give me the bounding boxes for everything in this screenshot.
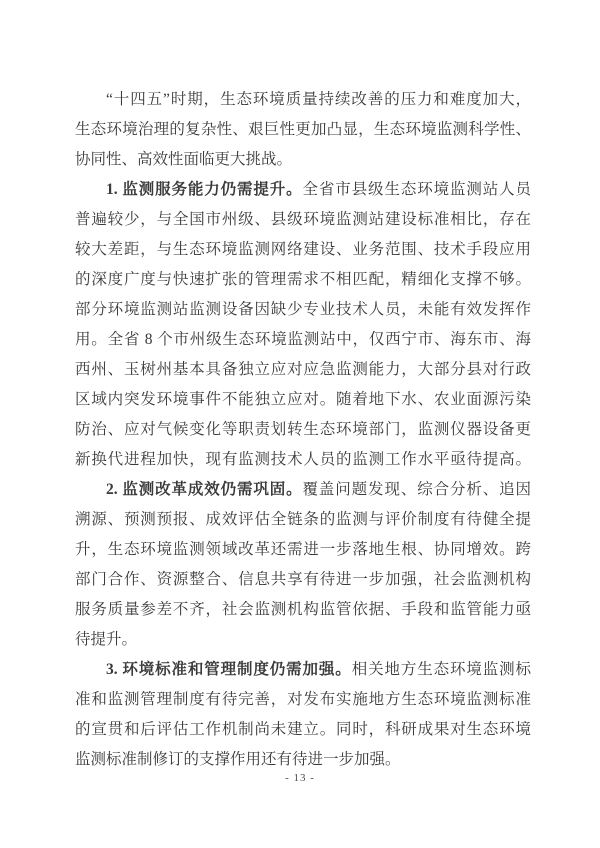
text-line [75,685,531,715]
text-run: 用。全省 8 个市州级生态环境监测站中，仅西宁市、海东市、海 [75,331,531,348]
text-line [75,625,531,655]
text-line [75,205,531,235]
text-run: 相关地方生态环境监测标 [351,661,531,678]
text-line [75,325,531,355]
text-run: 生态环境治理的复杂性、艰巨性更加凸显，生态环境监测科学性、 [75,121,531,138]
text-line [75,535,531,565]
text-run: 覆盖问题发现、综合分析、追因 [302,481,531,498]
text-run: 部分环境监测站监测设备因缺少专业技术人员，未能有效发挥作 [75,301,531,318]
text-run: 升，生态环境监测领域改革还需进一步落地生根、协同增效。跨 [75,541,531,558]
paragraph [75,85,531,175]
text-line [75,595,531,625]
text-run: 防治、应对气候变化等职责划转生态环境部门，监测仪器设备更 [75,421,531,438]
text-line [75,265,531,295]
text-line [75,505,531,535]
text-run: 协同性、高效性面临更大挑战。 [75,151,293,168]
text-run: 较大差距，与生态环境监测网络建设、业务范围、技术手段应用 [75,241,531,258]
text-line [75,175,531,205]
paragraph [75,475,531,655]
text-run: 监测标准制修订的支撑作用还有待进一步加强。 [75,751,401,768]
text-run: 部门合作、资源整合、信息共享有待进一步加强，社会监测机构 [75,571,531,588]
text-line [75,565,531,595]
text-run: 准和监测管理制度有待完善，对发布实施地方生态环境监测标准 [75,691,531,708]
text-line [75,115,531,145]
section-heading-run: 1. 监测服务能力仍需提升。 [106,181,303,198]
text-line [75,655,531,685]
text-line [75,475,531,505]
page-number: - 13 - [285,772,315,784]
text-line [75,85,531,115]
text-line [75,295,531,325]
text-run: 的宣贯和后评估工作机制尚未建立。同时，科研成果对生态环境 [75,721,531,738]
text-run: 普遍较少，与全国市州级、县级环境监测站建设标准相比，存在 [75,211,531,228]
paragraph [75,175,531,475]
text-run: “十四五”时期，生态环境质量持续改善的压力和难度加大， [106,91,531,108]
section-heading-run: 3. 环境标准和管理制度仍需加强。 [106,661,352,678]
text-run: 新换代进程加快，现有监测技术人员的监测工作水平亟待提高。 [75,451,531,468]
section-heading-run: 2. 监测改革成效仍需巩固。 [106,481,303,498]
paragraph [75,655,531,775]
text-line [75,715,531,745]
text-line [75,145,531,175]
text-block [75,85,531,775]
text-line [75,415,531,445]
text-line [75,235,531,265]
text-line [75,355,531,385]
text-run: 西州、玉树州基本具备独立应对应急监测能力，大部分县对行政 [75,361,531,378]
text-run: 待提升。 [75,631,138,648]
text-run: 溯源、预测预报、成效评估全链条的监测与评价制度有待健全提 [75,511,531,528]
text-line [75,445,531,475]
text-run: 的深度广度与快速扩张的管理需求不相匹配，精细化支撑不够。 [75,271,531,288]
text-run: 区域内突发环境事件不能独立应对。随着地下水、农业面源污染 [75,391,531,408]
text-run: 全省市县级生态环境监测站人员 [302,181,531,198]
text-line [75,385,531,415]
text-run: 服务质量参差不齐，社会监测机构监管依据、手段和监管能力亟 [75,601,531,618]
